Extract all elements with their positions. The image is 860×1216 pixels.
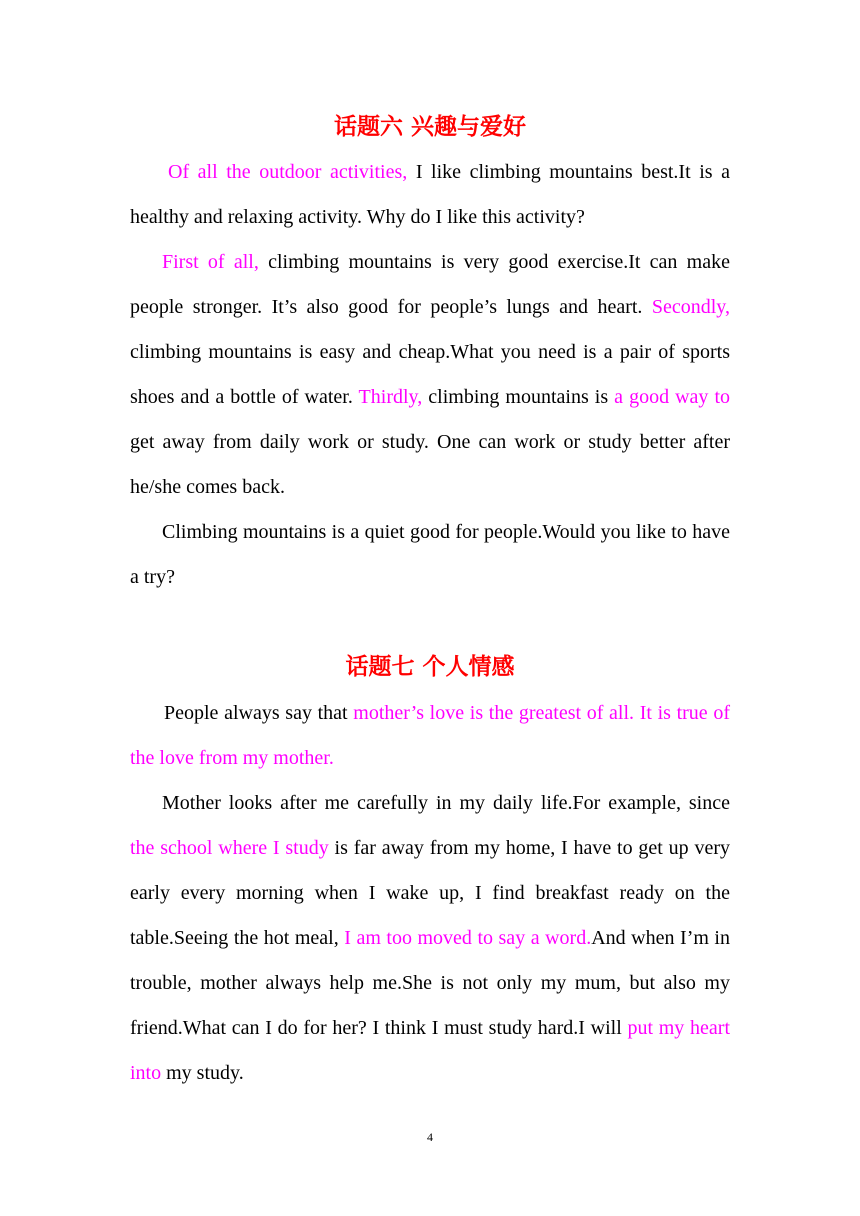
highlight-phrase: Secondly, [651,296,730,318]
body-text: And when I’m in trouble, mother always help me.She is not only my mum, but also my friend.What can I do for her? I think I must study hard.I will [130,927,730,1039]
topic6-paragraph-3: Climbing mountains is a quiet good for people.Would you like to have a try? [130,521,730,588]
body-text: Mother looks after me carefully in my daily life.For example, since [162,792,730,814]
highlight-phrase: the school where I study [130,837,329,859]
body-text: my study. [161,1062,244,1084]
topic6-paragraph-1 [130,150,730,240]
topic7-heading: 话题七 个人情感 [345,654,515,680]
body-text: climbing mountains is very good exercise.It can make people stronger. It’s also good for people’s lungs and heart. [130,251,730,318]
highlight-phrase: First of all, [162,251,259,273]
body-text: is far away from my home, I have to get up very early every morning when I wake up, I find breakfast ready on the table.Seeing the hot meal, [130,837,730,949]
body-text: climbing mountains is [422,386,615,408]
highlight-phrase: Of all the outdoor activities, [168,161,408,183]
body-text: I like climbing mountains best.It is a healthy and relaxing activity. Why do I like this activity? [130,161,731,228]
topic7-paragraph-2 [130,781,730,1096]
highlight-phrase: put my heart into [130,1017,730,1084]
topic6-paragraph-2 [130,240,730,510]
body-text: People always say that [164,702,354,724]
highlight-phrase: mother’s love is the greatest of all. It is true of the love from my mother. [130,702,730,769]
body-text: climbing mountains is easy and cheap.What you need is a pair of sports shoes and a bottle of water. [130,341,730,408]
topic7-paragraph-1 [130,691,730,781]
topic6-heading: 话题六 兴趣与爱好 [333,114,526,140]
page-number: 4 [427,1130,433,1144]
highlight-phrase: a good way to [614,386,731,408]
highlight-phrase: I am too moved to say a word. [344,927,592,949]
body-text: get away from daily work or study. One can work or study better after he/she comes back. [130,431,730,498]
highlight-phrase: Thirdly, [358,386,423,408]
